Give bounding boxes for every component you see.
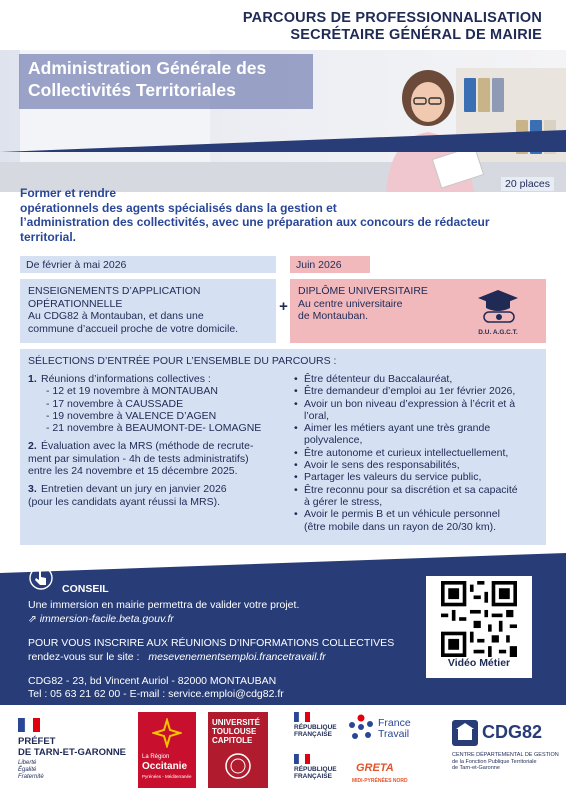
step-text: ment par simulation - 4h de tests administratifs) (28, 452, 249, 465)
session-item: - 21 novembre à BEAUMONT-DE- LOMAGNE (46, 422, 262, 435)
occitanie-line2: Occitanie (142, 761, 188, 772)
contact-text: Tel : 05 63 21 62 00 - E-mail : service.emploi@cdg82.fr (28, 688, 284, 700)
logo-occitanie (138, 712, 196, 788)
step-text: Réunions d’informations collectives : (41, 373, 211, 385)
diplome-title: DIPLÔME UNIVERSITAIRE (298, 285, 428, 297)
intro-line: opérationnels des agents spécialisés dans la gestion et (20, 200, 337, 215)
rf-line1: RÉPUBLIQUE (294, 766, 337, 773)
criteria-line: • Avoir le permis B et un véhicule personnel (304, 508, 500, 521)
criteria-line: à gérer le stress, (304, 495, 383, 508)
prefet-motto: Égalité (18, 767, 37, 773)
logo-republique-1 (294, 712, 346, 748)
program-subtitle: SECRÉTAIRE GÉNÉRAL DE MAIRIE (290, 27, 542, 43)
marianne-icon (294, 754, 310, 764)
session-item: - 19 novembre à VALENCE D’AGEN (46, 409, 217, 422)
external-link-icon: ⇗ (28, 613, 40, 625)
greta-sub: MIDI-PYRÉNÉES NORD (352, 778, 408, 784)
conseil-label: CONSEIL (62, 583, 109, 595)
signup-title: POUR VOUS INSCRIRE AUX RÉUNIONS D’INFORMATIONS COLLECTIVES (28, 637, 395, 649)
occitanie-line3: Pyrénées - Méditerranée (142, 774, 192, 779)
hero-title-line2: Collectivités Territoriales (28, 80, 236, 100)
logo-france-travail (348, 712, 428, 748)
cdg-logo-icon (452, 720, 478, 746)
criteria-line: (être mobile dans un rayon de 20/30 km). (304, 520, 497, 533)
immersion-link[interactable] (28, 613, 174, 626)
rf-line2: FRANÇAISE (294, 773, 332, 780)
prefet-line2: DE TARN-ET-GARONNE (18, 747, 127, 758)
session-item: - 12 et 19 novembre à MONTAUBAN (46, 385, 218, 398)
selections-steps (28, 373, 278, 508)
intro-line: l’administration des collectivités, avec une préparation aux concours de rédacteur (20, 215, 490, 229)
marianne-icon (294, 712, 310, 722)
prefet-motto: Liberté (18, 760, 37, 766)
pointing-hand-icon (28, 566, 54, 590)
date-period-right: Juin 2026 (290, 256, 370, 273)
date-period-left: De février à mai 2026 (20, 256, 276, 273)
criteria-line: polyvalence, (304, 434, 363, 447)
diplome-text: de Montauban. (298, 310, 369, 322)
hero-title (28, 57, 318, 101)
criteria-line: • Aimer les métiers ayant une très grande (304, 422, 491, 435)
qr-code-icon (441, 581, 517, 657)
logo-cdg82 (452, 720, 562, 780)
criteria-line: l’oral, (304, 409, 330, 422)
criteria-line: • Être reconnu pour sa discrétion et sa capacité (304, 483, 518, 496)
criteria-item (292, 398, 542, 423)
video-label: Vidéo Métier (447, 657, 511, 669)
occitanie-line1: La Région (142, 754, 170, 760)
plus-sign: + (279, 298, 288, 315)
signup-label: rendez-vous sur le site : (28, 651, 140, 663)
cdg-sub: de Tarn-et-Garonne (452, 765, 500, 771)
step-text: Entretien devant un jury en janvier 2026 (41, 483, 227, 496)
step-number: 3. (28, 483, 37, 496)
logo-greta (352, 760, 424, 790)
criteria-line: • Avoir un bon niveau d’expression à l’écrit et à (304, 397, 516, 410)
criteria-line: • Être autonome et curieux intellectuellement, (304, 446, 509, 459)
enseignements-title: OPÉRATIONNELLE (28, 297, 123, 310)
intro-line: Former et rendre (20, 186, 117, 200)
signup-line (28, 651, 326, 664)
rf-line1: RÉPUBLIQUE (294, 724, 337, 731)
program-title: PARCOURS DE PROFESSIONNALISATION (242, 10, 542, 26)
enseignements-text: Au CDG82 à Montauban, et dans une (28, 310, 204, 322)
info-footer-slant (0, 553, 566, 573)
logo-ut-capitole (208, 712, 268, 788)
selections-title: SÉLECTIONS D’ENTRÉE POUR L’ENSEMBLE DU PARCOURS : (28, 355, 337, 367)
prefet-line1: PRÉFET (18, 736, 56, 747)
hero-title-line1: Administration Générale des (28, 58, 267, 78)
logo-republique-2 (294, 754, 346, 790)
ut-line2: TOULOUSE (212, 727, 257, 736)
criteria-line: • Avoir le sens des responsabilités, (304, 459, 460, 472)
graduation-cap-icon (466, 286, 530, 338)
dua-badge-label: D.U. A.G.C.T. (478, 329, 518, 336)
occitan-cross-icon (152, 718, 182, 748)
rf-line2: FRANÇAISE (294, 731, 332, 738)
criteria-item (292, 373, 542, 385)
address-text: CDG82 - 23, bd Vincent Auriol - 82000 MONTAUBAN (28, 675, 277, 687)
step-item (28, 373, 278, 385)
criteria-item (292, 459, 542, 471)
criteria-item (292, 447, 542, 459)
enseignements-title: ENSEIGNEMENTS D’APPLICATION (28, 285, 201, 297)
cdg-sub: de la Fonction Publique Territoriale (452, 758, 537, 765)
step-number: 2. (28, 440, 37, 453)
criteria-item (292, 422, 542, 447)
step-text: (pour les candidats ayant réussi la MRS). (28, 495, 220, 508)
ft-line1: France (378, 717, 411, 729)
step-number: 1. (28, 373, 37, 385)
criteria-item (292, 385, 542, 397)
cdg-name: CDG82 (482, 722, 543, 742)
criteria-line: • Être détenteur du Baccalauréat, (304, 373, 453, 385)
intro-line: territorial. (20, 229, 77, 244)
enseignements-box (20, 279, 276, 343)
session-item: - 17 novembre à CAUSSADE (46, 397, 184, 410)
criteria-item (292, 484, 542, 509)
hero-navy-slant (0, 130, 566, 152)
criteria-list (292, 373, 542, 533)
criteria-item (292, 508, 542, 533)
criteria-line: • Partager les valeurs du service public, (304, 471, 482, 484)
cdg-sub: CENTRE DÉPARTEMENTAL DE GESTION (452, 752, 559, 758)
ut-line3: CAPITOLE (212, 736, 253, 745)
logo-prefet (18, 718, 128, 788)
france-travail-icon (348, 714, 374, 740)
seal-icon (224, 752, 252, 780)
step-text: entre les 24 novembre et 15 décembre 2025. (28, 465, 238, 478)
conseil-text: Une immersion en mairie permettra de valider votre projet. (28, 599, 300, 611)
criteria-line: • Être demandeur d’emploi au 1er février 2026, (304, 385, 516, 398)
ut-line1: UNIVERSITÉ (212, 718, 261, 727)
places-badge: 20 places (501, 177, 554, 191)
step-text: Évaluation avec la MRS (méthode de recrute- (41, 440, 254, 453)
greta-name: GRETA (356, 762, 394, 774)
ft-line2: Travail (378, 728, 410, 740)
immersion-link-text: immersion-facile.beta.gouv.fr (39, 613, 174, 625)
criteria-item (292, 471, 542, 483)
marianne-icon (18, 718, 40, 732)
step-item (28, 440, 278, 452)
prefet-motto: Fraternité (18, 774, 44, 780)
enseignements-text: commune d’accueil proche de votre domicile. (28, 322, 239, 335)
step-item (28, 483, 278, 495)
signup-link[interactable]: mesevenementsemploi.francetravail.fr (148, 651, 326, 663)
intro-text (20, 186, 550, 244)
diplome-text: Au centre universitaire (298, 297, 403, 310)
